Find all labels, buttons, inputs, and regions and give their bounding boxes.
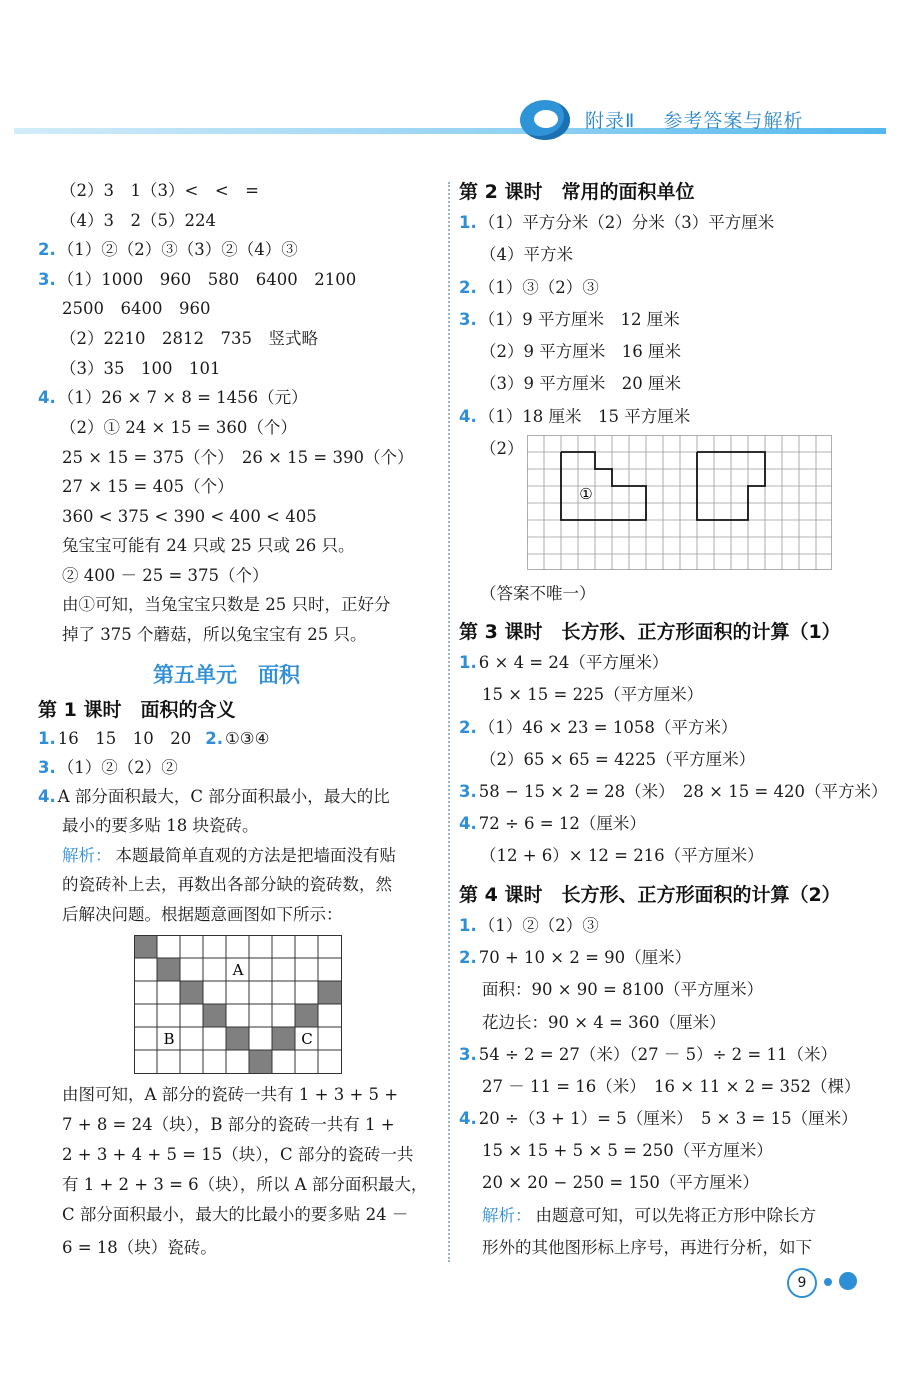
unit-title: 第五单元 面积 [153,663,300,687]
answer-line [38,242,298,259]
header-appendix: 附录Ⅱ [585,110,636,132]
question-number: 4. [38,787,56,806]
answer-line [459,280,599,297]
question-number: 4. [38,388,56,407]
analysis-line: 的瓷砖补上去，再数出各部分缺的瓷砖数，然 [62,875,392,894]
analysis-line: C 部分面积最小，最大的比最小的要多贴 24 － [62,1205,409,1224]
mascot-icon [520,100,570,140]
grid-label-one: ① [579,485,593,503]
answer-text: A 部分面积最大，C 部分面积最小，最大的比 [57,787,390,806]
answer-line: 15 × 15 = 225（平方厘米） [482,685,704,704]
answer-line: 由①可知，当兔宝宝只数是 25 只时，正好分 [62,595,391,614]
header-title [585,106,831,133]
answer-line [38,390,308,407]
tile-filled [272,1027,295,1050]
question-number: 4. [459,1109,477,1128]
page-number: 9 [787,1268,817,1298]
analysis-line [62,848,396,865]
answer-line: （2）① 24 × 15 = 360（个） [60,418,297,437]
answer-line [38,731,269,748]
question-number: 1. [459,653,477,672]
answer-line [459,1047,837,1064]
analysis-label: 解析： [482,1206,532,1225]
answer-line: （4）3 2（5）224 [60,211,216,230]
answer-text: （1）平方分米（2）分米（3）平方厘米 [478,213,775,232]
question-number: 1. [38,729,56,748]
answer-text: 6 × 4 = 24（平方厘米） [478,653,669,672]
answer-line [38,760,178,777]
question-number: 3. [459,1045,477,1064]
question-number: 2. [205,729,223,748]
answer-line [38,789,390,806]
answer-line: （3）35 100 101 [60,359,221,378]
answer-text: （1）46 × 23 = 1058（平方米） [478,718,738,737]
analysis-text: 本题最简单直观的方法是把墙面没有贴 [115,846,396,865]
answer-line: 27 × 15 = 405（个） [62,477,234,496]
answer-text: 16 15 10 20 [57,729,192,748]
answer-line: （2）2210 2812 735 竖式略 [60,329,318,348]
question-number: 2. [38,240,56,259]
question-number: 2. [459,948,477,967]
dot-small-icon [824,1278,832,1286]
tile-filled [157,958,180,981]
tile-filled [134,935,157,958]
answer-text: （1）②（2）② [57,758,178,777]
answer-line: 2500 6400 960 [62,299,211,318]
tile-filled [295,1004,318,1027]
answer-text: （1）③（2）③ [478,278,599,297]
question-number: 1. [459,213,477,232]
answer-line: 25 × 15 = 375（个） 26 × 15 = 390（个） [62,448,414,467]
answer-line: （2） [480,439,524,458]
answer-text: （1）18 厘米 15 平方厘米 [478,407,691,426]
analysis-label: 解析： [62,846,112,865]
answer-line: （4）平方米 [480,245,573,264]
tile-grid-diagram [134,935,344,1075]
analysis-line: 7 + 8 = 24（块），B 部分的瓷砖一共有 1 + [62,1115,395,1134]
answer-line: ② 400 － 25 = 375（个） [62,566,269,585]
answer-line [459,720,737,737]
analysis-line: 后解决问题。根据题意画图如下所示： [62,905,343,924]
tile-filled [180,981,203,1004]
answer-line [459,816,646,833]
answer-line: 27 － 11 = 16（米） 16 × 11 × 2 = 352（棵） [482,1077,861,1096]
question-number: 1. [459,916,477,935]
answer-line: 花边长：90 × 4 = 360（厘米） [482,1013,726,1032]
answer-text: 54 ÷ 2 = 27（米）（27 － 5）÷ 2 = 11（米） [478,1045,837,1064]
lesson-title: 第 2 课时 常用的面积单位 [459,181,695,203]
grid-label-b: B [163,1030,175,1048]
answer-text: ①③④ [224,729,270,748]
answer-line [459,312,680,329]
question-number: 4. [459,407,477,426]
answer-text: 20 ÷（3 + 1）= 5（厘米） 5 × 3 = 15（厘米） [478,1109,858,1128]
analysis-line: 由图可知，A 部分的瓷砖一共有 1 + 3 + 5 + [62,1085,399,1104]
lesson-title: 第 4 课时 长方形、正方形面积的计算（2） [459,884,841,906]
tile-filled [249,1050,272,1073]
answer-text: （1）②（2）③ [478,916,599,935]
column-divider [448,182,450,1262]
answer-text: （1）1000 960 580 6400 2100 [57,270,357,289]
analysis-line: 形外的其他图形标上序号，再进行分析，如下 [482,1238,812,1257]
answer-line [459,918,599,935]
tile-filled [318,981,341,1004]
question-number: 2. [459,278,477,297]
answer-text: （1）9 平方厘米 12 厘米 [478,310,680,329]
answer-line [459,409,690,426]
dot-large-icon [839,1272,857,1290]
square-grid-diagram [527,435,833,571]
answer-line: 兔宝宝可能有 24 只或 25 只或 26 只。 [62,536,355,555]
answer-line: （12 + 6）× 12 = 216（平方厘米） [480,846,764,865]
answer-line: （2）9 平方厘米 16 厘米 [480,342,681,361]
answer-line: 最小的要多贴 18 块瓷砖。 [62,816,259,835]
tile-filled [203,1004,226,1027]
question-number: 3. [38,758,56,777]
answer-line [459,784,888,801]
lesson-title: 第 1 课时 面积的含义 [38,699,236,721]
tile-filled [226,1027,249,1050]
answer-text: （1）26 × 7 × 8 = 1456（元） [57,388,308,407]
analysis-line: 6 = 18（块）瓷砖。 [62,1238,217,1257]
answer-line: 掉了 375 个蘑菇，所以兔宝宝有 25 只。 [62,625,367,644]
answer-line: 20 × 20 − 250 = 150（平方厘米） [482,1173,759,1192]
lesson-title: 第 3 课时 长方形、正方形面积的计算（1） [459,621,841,643]
analysis-line: 2 + 3 + 4 + 5 = 15（块），C 部分的瓷砖一共 [62,1145,414,1164]
answer-line: （2）3 1（3）< < = [60,181,259,200]
question-number: 3. [459,782,477,801]
answer-text: 72 ÷ 6 = 12（厘米） [478,814,646,833]
grid-label-a: A [232,961,244,979]
analysis-text: 由题意可知，可以先将正方形中除长方 [535,1206,816,1225]
grid-label-c: C [301,1030,313,1048]
analysis-line [482,1208,816,1225]
question-number: 2. [459,718,477,737]
answer-line: 15 × 15 + 5 × 5 = 250（平方厘米） [482,1141,773,1160]
analysis-line: 有 1 + 2 + 3 = 6（块），所以 A 部分面积最大， [62,1175,428,1194]
answer-line: （3）9 平方厘米 20 厘米 [480,374,681,393]
question-number: 3. [38,270,56,289]
answer-line [459,215,774,232]
answer-line: （2）65 × 65 = 4225（平方厘米） [480,750,756,769]
answer-line [459,1111,858,1128]
question-number: 4. [459,814,477,833]
answer-line [38,272,356,289]
answer-line [459,950,691,967]
question-number: 3. [459,310,477,329]
answer-line: 360 < 375 < 390 < 400 < 405 [62,507,317,526]
answer-line: 面积：90 × 90 = 8100（平方厘米） [482,980,764,999]
answer-text: 58 − 15 × 2 = 28（米） 28 × 15 = 420（平方米） [478,782,888,801]
answer-line: （答案不唯一） [480,584,596,603]
header-section-title: 参考答案与解析 [663,110,804,132]
answer-text: 70 + 10 × 2 = 90（厘米） [478,948,692,967]
answer-text: （1）②（2）③（3）②（4）③ [57,240,298,259]
answer-line [459,655,668,672]
